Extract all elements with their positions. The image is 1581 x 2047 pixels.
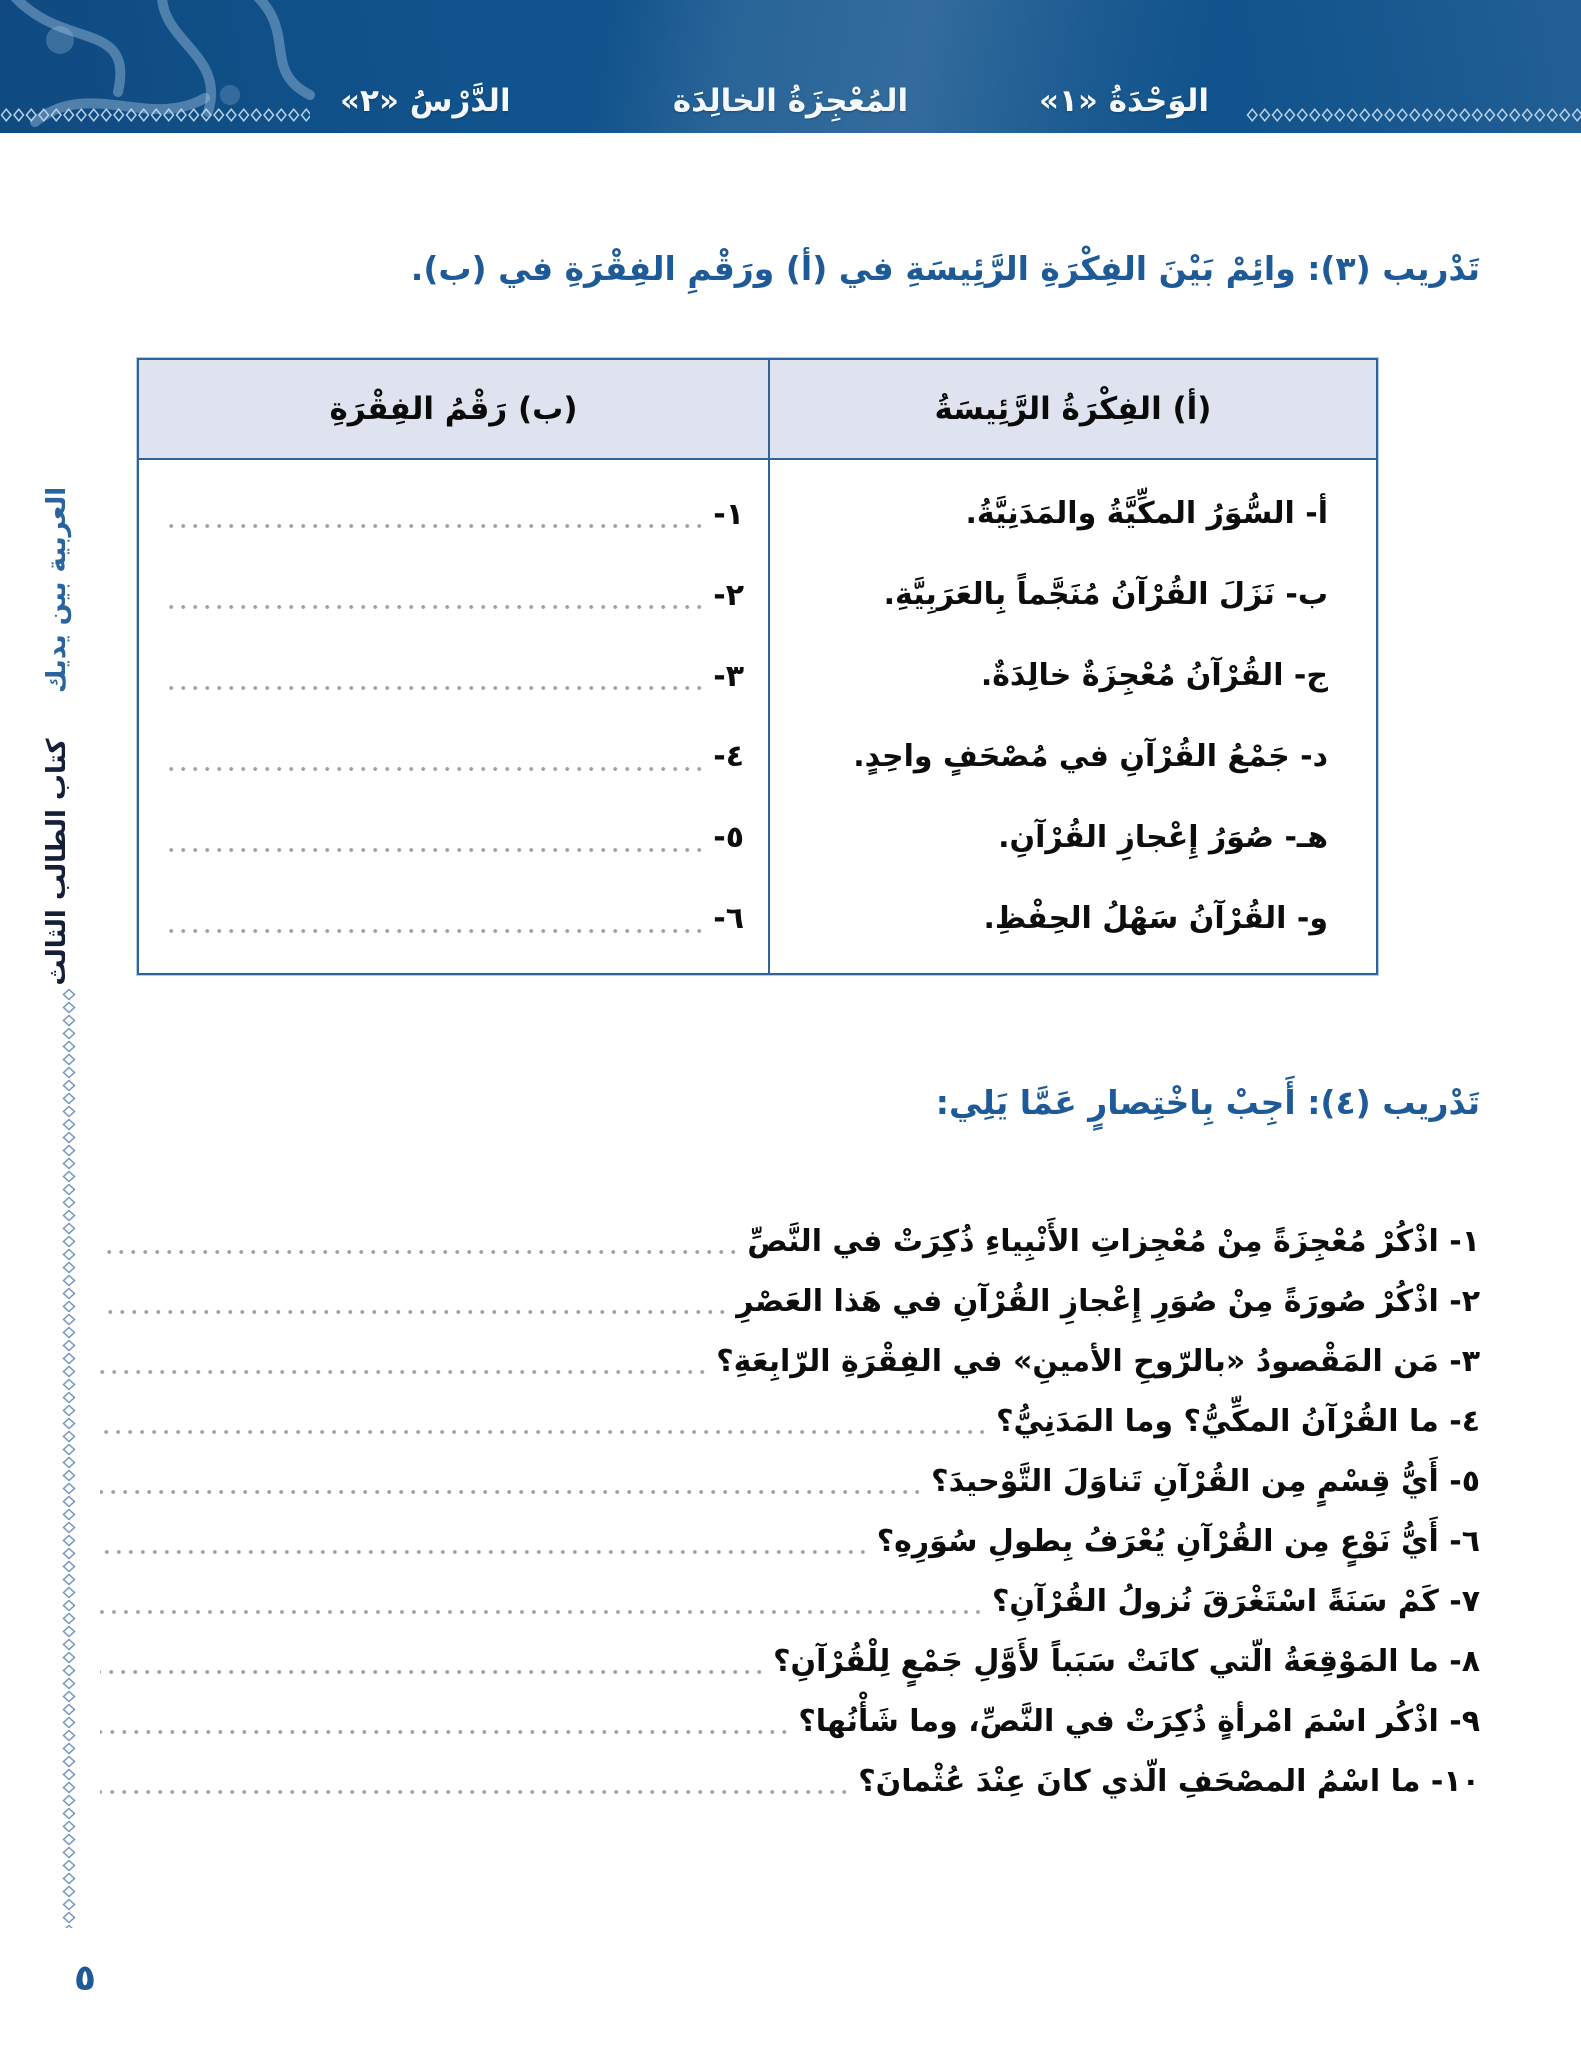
unit-label: الوَحْدَةُ «١» [1038,83,1209,119]
book-title: كتاب الطالب الثالث [42,738,72,986]
matching-table [137,358,1378,975]
main-idea-item: و- القُرْآنُ سَهْلُ الحِفْظِ. [983,900,1328,936]
answer-blank[interactable] [100,1729,790,1735]
answer-row [169,878,744,959]
question-text: ١- اذْكُرْ مُعْجِزَةً مِنْ مُعْجِزاتِ الأَنْبِياءِ ذُكِرَتْ في النَّصِّ [747,1224,1480,1259]
answer-blank[interactable] [169,847,705,853]
question-text: ٩- اذْكُر اسْمَ امْرأةٍ ذُكِرَتْ في النَّصِّ، وما شَأْنُها؟ [798,1704,1480,1739]
question-row [100,1392,1480,1452]
question-row [100,1632,1480,1692]
lesson-title: المُعْجِزَةُ الخالِدَة [672,83,909,119]
answer-row [169,797,744,878]
answer-blank[interactable] [100,1249,739,1255]
main-idea-item: ب- نَزَلَ القُرْآنُ مُنَجَّماً بِالعَرَبِيَّةِ. [883,577,1328,613]
answer-blank[interactable] [100,1669,765,1675]
question-row [100,1212,1480,1272]
paragraph-number-label: ٤- [713,739,744,775]
paragraph-numbers-cell [139,460,768,973]
questions-list [100,1212,1480,1812]
question-text: ٥- أَيُّ قِسْمٍ مِن القُرْآنِ تَناوَلَ التَّوْحيدَ؟ [931,1464,1480,1499]
exercise4-title: تَدْريب (٤): أَجِبْ بِاخْتِصارٍ عَمَّا يَلِي: [935,1083,1480,1122]
header-banner [0,0,1581,133]
question-text: ٧- كَمْ سَنَةً اسْتَغْرَقَ نُزولُ القُرْآنِ؟ [991,1584,1480,1619]
paragraph-number-label: ٥- [713,820,744,856]
question-text: ٦- أَيُّ نَوْعٍ مِن القُرْآنِ يُعْرَفُ بِطولِ سُوَرِهِ؟ [876,1524,1480,1559]
main-idea-item: هـ- صُوَرُ إِعْجازِ القُرْآنِ. [998,819,1328,855]
answer-blank[interactable] [100,1309,728,1315]
sidebar-diamond-chain-icon [61,988,77,1928]
answer-row [169,716,744,797]
column-a-header: (أ) الفِكْرَةُ الرَّئِيسَةُ [768,360,1376,458]
answer-blank[interactable] [169,604,705,610]
answer-row [169,636,744,717]
question-row [100,1692,1480,1752]
table-body [139,460,1376,973]
answer-row [169,555,744,636]
question-text: ٤- ما القُرْآنُ المكِّيُّ؟ وما المَدَنِيُّ؟ [996,1404,1480,1439]
answer-blank[interactable] [169,928,705,934]
question-text: ٢- اذْكُرْ صُورَةً مِنْ صُوَرِ إِعْجازِ القُرْآنِ في هَذا العَصْرِ [736,1284,1480,1319]
answer-blank[interactable] [100,1369,708,1375]
answer-blank[interactable] [100,1609,984,1615]
question-text: ٣- مَن المَقْصودُ «بالرّوحِ الأمينِ» في الفِقْرَةِ الرّابِعَةِ؟ [716,1344,1480,1379]
paragraph-number-label: ١- [713,496,744,532]
series-title: العربية بين يديك [42,486,72,694]
question-row [100,1452,1480,1512]
question-row [100,1752,1480,1812]
table-header-row [139,360,1376,460]
main-ideas-cell [768,460,1376,973]
column-b-header: (ب) رَقْمُ الفِقْرَةِ [329,391,578,427]
question-text: ٨- ما المَوْقِعَةُ الّتي كانَتْ سَبَباً لأَوَّلِ جَمْعٍ لِلْقُرْآنِ؟ [773,1644,1480,1679]
paragraph-number-label: ٢- [713,577,744,613]
question-row [100,1572,1480,1632]
exercise3-title: تَدْريب (٣): وائِمْ بَيْنَ الفِكْرَةِ الرَّئِيسَةِ في (أ) ورَقْمِ الفِقْرَةِ في (ب). [410,249,1480,288]
answer-blank[interactable] [100,1549,869,1555]
answer-blank[interactable] [169,523,705,529]
answer-blank[interactable] [100,1789,850,1795]
question-text: ١٠- ما اسْمُ المصْحَفِ الّذي كانَ عِنْدَ عُثْمانَ؟ [858,1764,1480,1799]
paragraph-number-label: ٣- [713,658,744,694]
answer-blank[interactable] [100,1429,988,1435]
main-idea-item: أ- السُّوَرُ المكِّيَّةُ والمَدَنِيَّةُ. [965,496,1328,532]
main-idea-item: ج- القُرْآنُ مُعْجِزَةٌ خالِدَةٌ. [980,658,1328,694]
main-idea-item: د- جَمْعُ القُرْآنِ في مُصْحَفٍ واحِدٍ. [853,738,1328,774]
lesson-number-label: الدَّرْسُ «٢» [340,83,511,119]
question-row [100,1272,1480,1332]
paragraph-number-label: ٦- [713,901,744,937]
answer-blank[interactable] [169,685,705,691]
answer-blank[interactable] [100,1489,923,1495]
page-number: ٥ [74,1958,96,1999]
question-row [100,1512,1480,1572]
answer-blank[interactable] [169,766,705,772]
answer-row [169,474,744,555]
question-row [100,1332,1480,1392]
